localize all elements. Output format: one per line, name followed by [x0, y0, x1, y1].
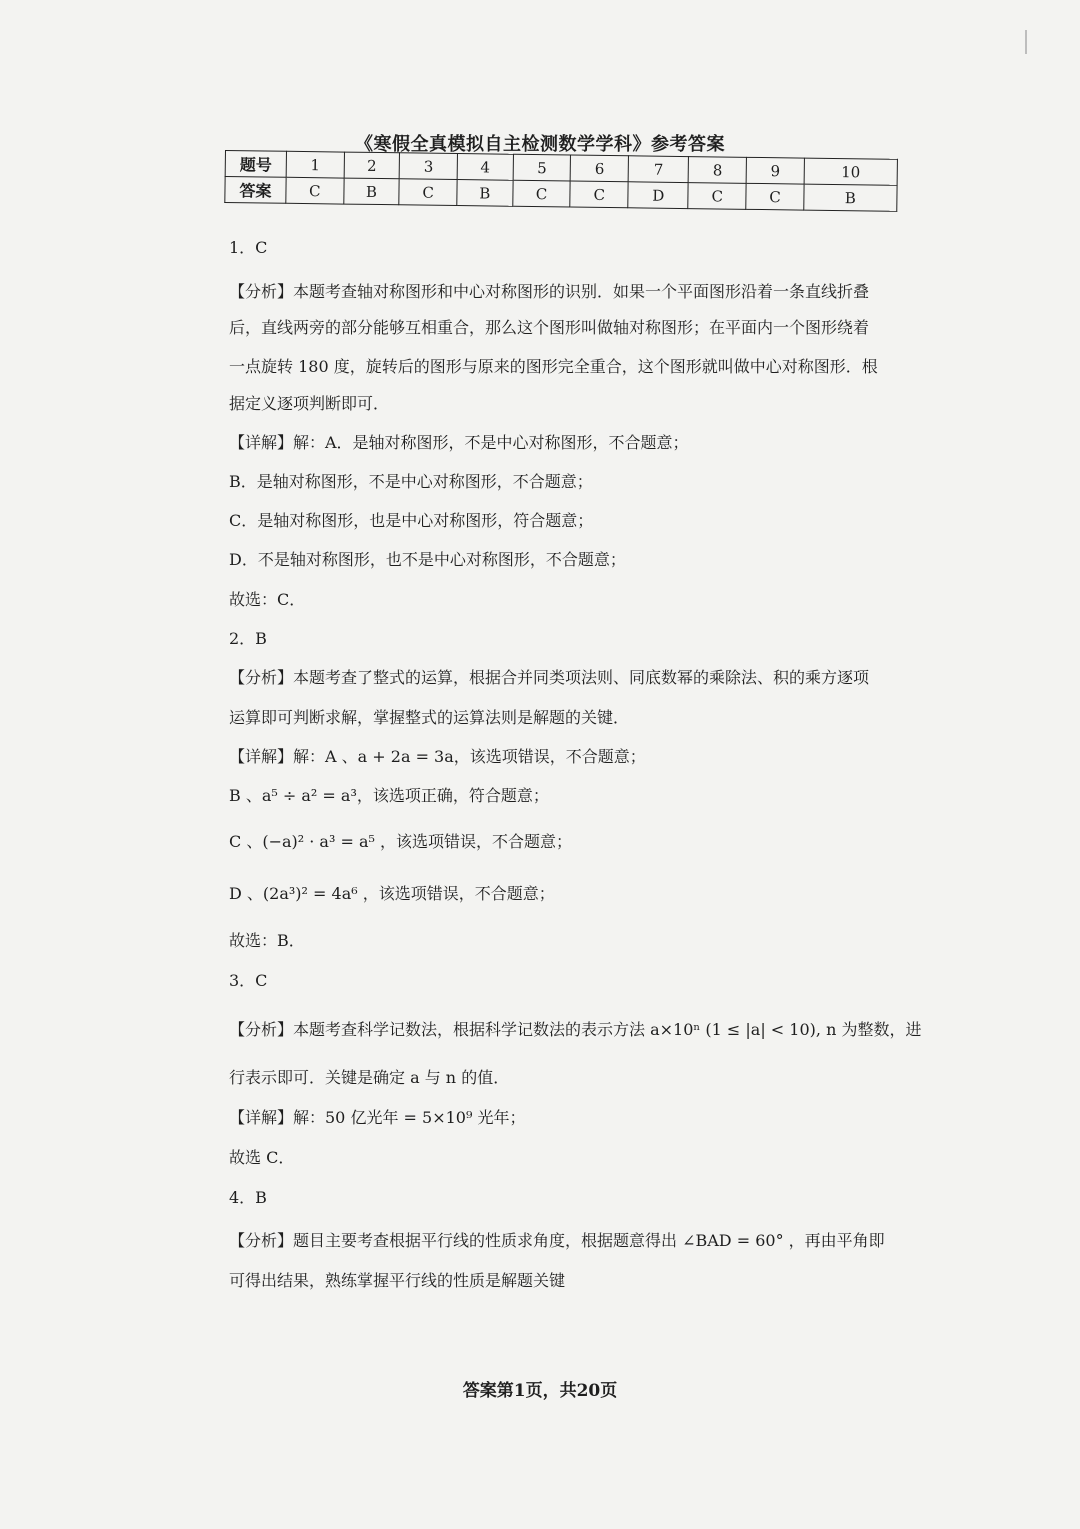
detail-line: C 、(−a)² · a³ = a⁵ ，该选项错误，不合题意； [229, 832, 573, 851]
detail-line: 【详解】解：50 亿光年 = 5×10⁹ 光年； [229, 1108, 526, 1127]
number-cell: 9 [746, 157, 804, 184]
analysis-line: 后，直线两旁的部分能够互相重合，那么这个图形叫做轴对称图形；在平面内一个图形绕着 [229, 318, 870, 337]
question-number: 3．C [229, 971, 268, 990]
choice-line: 故选：B． [229, 931, 305, 950]
answer-cell: C [286, 177, 344, 204]
analysis-line: 【分析】题目主要考查根据平行线的性质求角度，根据题意得出 ∠BAD = 60° ，再由平角即 [229, 1231, 885, 1250]
number-cell: 8 [689, 157, 747, 184]
analysis-line: 【分析】本题考查了整式的运算，根据合并同类项法则、同底数幂的乘除法、积的乘方逐项 [229, 668, 870, 687]
question-number: 1．C [229, 238, 268, 257]
number-cell: 10 [804, 158, 897, 185]
number-cell: 7 [628, 156, 689, 183]
choice-line: 故选：C． [229, 590, 306, 609]
answer-cell: B [804, 184, 897, 211]
analysis-line: 【分析】本题考查轴对称图形和中心对称图形的识别．如果一个平面图形沿着一条直线折叠 [229, 282, 870, 301]
detail-line: 【详解】解：A 、a + 2a = 3a，该选项错误，不合题意； [229, 747, 646, 766]
row-label-number: 题号 [225, 151, 286, 178]
number-cell: 2 [344, 152, 400, 179]
number-cell: 4 [457, 154, 513, 181]
number-cell: 1 [286, 151, 344, 178]
number-cell: 5 [513, 154, 571, 181]
answer-cell: C [399, 179, 457, 206]
detail-line: D 、(2a³)² = 4a⁶ ，该选项错误，不合题意； [229, 884, 555, 903]
detail-line: 【详解】解：A．是轴对称图形，不是中心对称图形，不合题意； [229, 433, 689, 452]
analysis-line: 可得出结果，熟练掌握平行线的性质是解题关键 [229, 1271, 566, 1290]
number-cell: 6 [571, 155, 629, 182]
question-number: 2．B [229, 629, 267, 648]
analysis-line: 运算即可判断求解，掌握整式的运算法则是解题的关键． [229, 708, 630, 727]
choice-line: 故选 C． [229, 1148, 295, 1167]
answer-cell: C [746, 183, 804, 210]
answer-cell: D [628, 182, 689, 209]
answer-cell: C [513, 180, 571, 207]
answer-cell: C [688, 183, 746, 210]
page-edge-mark [1025, 30, 1027, 54]
analysis-line: 据定义逐项判断即可． [229, 394, 390, 413]
answer-cell: B [344, 178, 400, 205]
answer-table [224, 150, 898, 212]
detail-line: C．是轴对称图形，也是中心对称图形，符合题意； [229, 511, 594, 530]
detail-line: D．不是轴对称图形，也不是中心对称图形，不合题意； [229, 550, 626, 569]
analysis-line: 行表示即可．关键是确定 a 与 n 的值． [229, 1068, 510, 1087]
page-footer: 答案第1页，共20页 [462, 1381, 618, 1401]
detail-line: B．是轴对称图形，不是中心对称图形，不合题意； [229, 472, 593, 491]
answer-cell: B [457, 180, 513, 207]
document-title: 《寒假全真模拟自主检测数学学科》参考答案 [355, 134, 725, 155]
analysis-line: 【分析】本题考查科学记数法，根据科学记数法的表示方法 a×10ⁿ (1 ≤ |a| < 10), n 为整数，进 [229, 1020, 922, 1039]
row-label-answer: 答案 [225, 177, 286, 204]
detail-line: B 、a⁵ ÷ a² = a³，该选项正确，符合题意； [229, 786, 549, 805]
number-cell: 3 [400, 153, 458, 180]
answer-cell: C [570, 181, 628, 208]
analysis-line: 一点旋转 180 度，旋转后的图形与原来的图形完全重合，这个图形就叫做中心对称图形．根 [229, 357, 878, 376]
question-number: 4．B [229, 1188, 267, 1207]
